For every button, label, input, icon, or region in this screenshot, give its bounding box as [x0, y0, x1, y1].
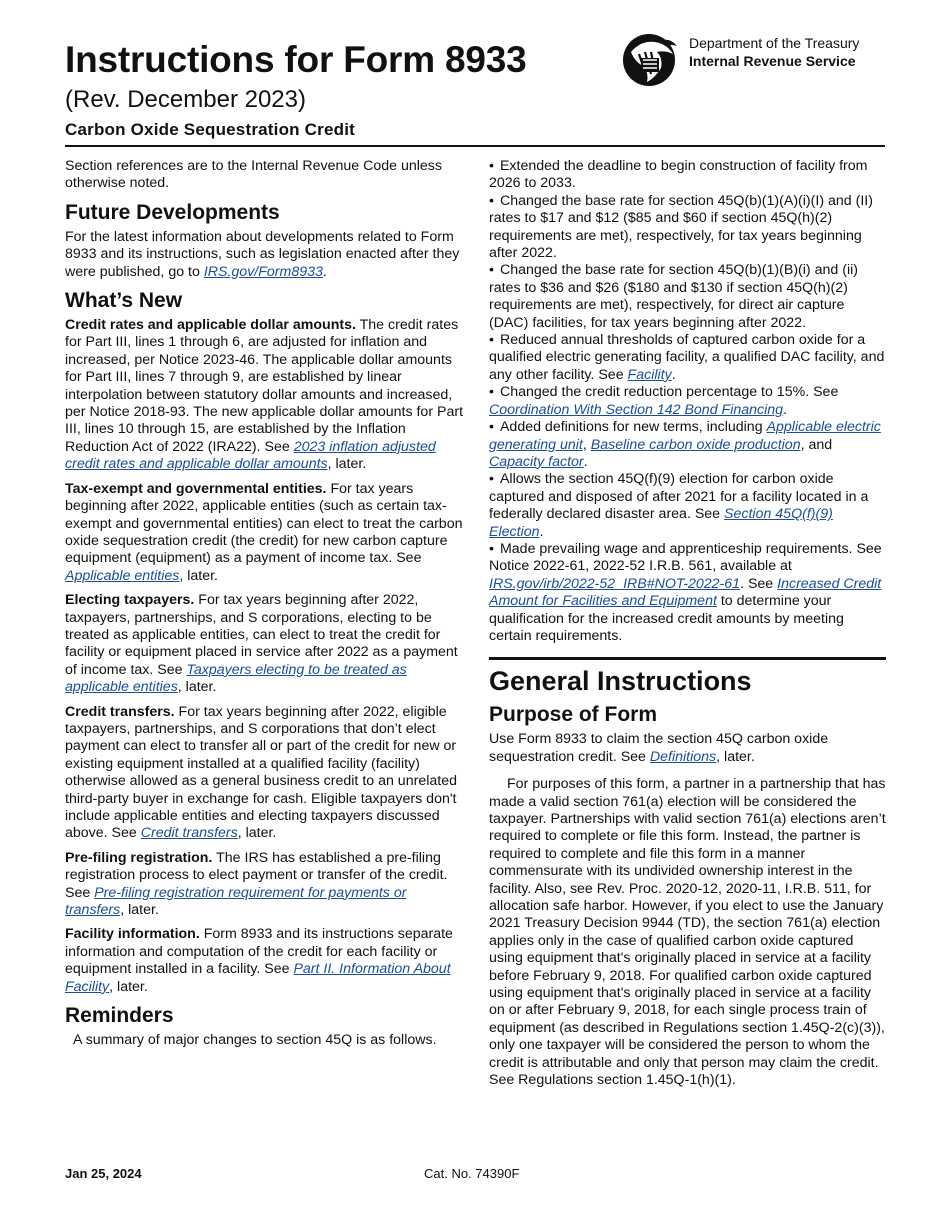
- electing-taxpayers-paragraph: Electing taxpayers. For tax years beginning after 2022, taxpayers, partnerships, and S corporations, electing to be treated as applicable entities, can elect to treat the credit for facility or equipment placed in service after 2022 as a payment of income tax. See Taxpayers electing to be treated as applicable entities, later.: [65, 592, 458, 696]
- revision-date: (Rev. December 2023): [65, 86, 306, 113]
- part-ii-link[interactable]: Part II. Information About Facility: [65, 961, 451, 995]
- reminders-heading: Reminders: [65, 1004, 174, 1028]
- electing-taxpayers-link[interactable]: Taxpayers electing to be treated as applicable entities: [65, 661, 407, 696]
- changes-list: [489, 158, 886, 645]
- purpose-heading: Purpose of Form: [489, 703, 658, 727]
- agency-name: [689, 34, 859, 70]
- increased-credit-link[interactable]: Increased Credit Amount for Facilities and Equipment: [489, 575, 882, 610]
- list-item: • Allows the section 45Q(f)(9) election for carbon oxide captured and disposed of after 2021 for a facility located in a federally declared disaster area. See Section 45Q(f)(9) Election.: [489, 471, 869, 540]
- applicable-egu-link[interactable]: Applicable electric generating unit: [489, 419, 881, 453]
- catalog-number: Cat. No. 74390F: [424, 1166, 520, 1181]
- future-developments-text: For the latest information about developments related to Form 8933 and its instructions, such as legislation enacted after they were published, go to IRS.gov/Form8933.: [65, 228, 460, 280]
- intro-text: Section references are to the Internal Revenue Code unless otherwise noted.: [65, 158, 442, 192]
- department-label: Department of the Treasury: [689, 35, 860, 51]
- right-column: [489, 158, 886, 1097]
- facility-link[interactable]: Facility: [627, 366, 672, 383]
- credit-rates-paragraph: Credit rates and applicable dollar amounts. The credit rates for Part III, lines 1 through 6, are adjusted for inflation and increased, per Notice 2023-46. The applicable dollar amounts for Part III, lines 7 through 9, are established by linear interpolation between statutory dollar amounts and increased, per Notice 2018-93. The new applicable dollar amounts for Part III, lines 10 through 15, are established by the Inflation Reduction Act of 2022 (IRA22). See 2023 inflation adjusted credit rates and applicable dollar amounts, later.: [65, 317, 464, 473]
- bullet-icon: •: [489, 332, 494, 349]
- bullet-icon: •: [489, 471, 494, 488]
- reminders-text: A summary of major changes to section 45Q is as follows.: [73, 1032, 437, 1049]
- tax-exempt-paragraph: Tax-exempt and governmental entities. For tax years beginning after 2022, applicable entities (such as certain tax-exempt and governmental entities) can elect to treat the carbon oxide sequestration credit (the credit) for new carbon capture equipment (equipment) as a payment of income tax. See Applicable entities, later.: [65, 480, 463, 584]
- facility-information-paragraph: Facility information. Form 8933 and its instructions separate information and computation of the credit for each facility or equipment installed in a facility. See Part II. Information About Facility, later.: [65, 926, 453, 995]
- credit-transfers-paragraph: Credit transfers. For tax years beginning after 2022, eligible taxpayers, partnerships, and S corporations that don’t elect payment can elect to transfer all or part of the credit for new or existing equipment installed at a qualified facility (facility) otherwise allowed as a general business credit to an unrelated third-party buyer in exchange for cash. Eligible taxpayers don't include applicable entities and electing taxpayers discussed above. See Credit transfers, later.: [65, 703, 457, 842]
- header-divider: [65, 145, 885, 147]
- irs-label: Internal Revenue Service: [689, 53, 856, 69]
- baseline-production-link[interactable]: Baseline carbon oxide production: [590, 436, 801, 453]
- irs-gov-form8933-link[interactable]: IRS.gov/Form8933: [203, 263, 323, 280]
- list-item: • Made prevailing wage and apprenticeship requirements. See Notice 2022-61, 2022-52 I.R.B. 561, available at IRS.gov/irb/2022-52_IRB#NOT-2022-61. See Increased Credit Amount for Facilities and Equipment to determine your qualification for the increased credit amounts by meeting certain requirements.: [489, 540, 882, 644]
- bullet-icon: •: [489, 540, 494, 557]
- document-header: [65, 35, 885, 146]
- general-instructions-divider: [489, 657, 886, 660]
- bullet-icon: •: [489, 384, 494, 401]
- prefiling-paragraph: Pre-filing registration. The IRS has established a pre-filing registration process to elect payment or transfer of the credit. See Pre-filing registration requirement for payments or transfers, later.: [65, 849, 448, 919]
- list-item: • Changed the credit reduction percentage to 15%. See Coordination With Section 142 Bond Financing.: [489, 384, 839, 418]
- prefiling-link[interactable]: Pre-filing registration requirement for payments or transfers: [65, 884, 407, 919]
- list-item: • Reduced annual thresholds of captured carbon oxide for a qualified electric generating facility, a qualified DAC facility, and any other facility. See Facility.: [489, 332, 885, 383]
- definitions-link[interactable]: Definitions: [649, 748, 717, 765]
- irs-eagle-logo-icon: [621, 32, 683, 88]
- applicable-entities-link[interactable]: Applicable entities: [65, 567, 180, 584]
- list-item: • Changed the base rate for section 45Q(b)(1)(B)(i) and (ii) rates to $36 and $26 ($180 and $130 if section 45Q(h)(2) requirements are met), respectively, for direct air capture (DAC) facilities, for tax years beginning after 2022.: [489, 262, 858, 331]
- purpose-text: Use Form 8933 to claim the section 45Q carbon oxide sequestration credit. See Definitions, later.: [489, 731, 829, 765]
- irb-notice-link[interactable]: IRS.gov/irb/2022-52_IRB#NOT-2022-61: [489, 575, 741, 592]
- bullet-icon: •: [489, 192, 494, 209]
- credit-transfers-link[interactable]: Credit transfers: [140, 825, 238, 842]
- form-subtitle: Carbon Oxide Sequestration Credit: [65, 120, 355, 139]
- inflation-rates-link[interactable]: 2023 inflation adjusted credit rates and applicable dollar amounts: [65, 438, 436, 473]
- future-developments-heading: Future Developments: [65, 200, 280, 224]
- capacity-factor-link[interactable]: Capacity factor: [489, 453, 584, 470]
- bullet-icon: •: [489, 262, 494, 279]
- bullet-icon: •: [489, 419, 494, 436]
- page-title: Instructions for Form 8933: [65, 39, 527, 80]
- bullet-icon: •: [489, 158, 494, 174]
- footer-date: Jan 25, 2024: [65, 1166, 142, 1181]
- general-instructions-heading: General Instructions: [489, 666, 752, 697]
- list-item: • Changed the base rate for section 45Q(b)(1)(A)(i)(I) and (II) rates to $17 and $12 ($85 and $60 if section 45Q(h)(2) requirements are met), respectively, for tax years beginning after 2022.: [489, 192, 873, 262]
- agency-block: [621, 32, 891, 92]
- left-column: [65, 158, 463, 1056]
- bond-financing-link[interactable]: Coordination With Section 142 Bond Financing: [489, 401, 784, 418]
- section-45q-f9-link[interactable]: Section 45Q(f)(9) Election: [489, 506, 833, 540]
- list-item: • Added definitions for new terms, including Applicable electric generating unit, Baseline carbon oxide production, and Capacity factor.: [489, 419, 881, 470]
- whats-new-heading: What’s New: [65, 289, 183, 313]
- list-item: • Extended the deadline to begin construction of facility from 2026 to 2033.: [489, 158, 868, 192]
- partner-text: For purposes of this form, a partner in a partnership that has made a valid section 761(a) election will be considered the taxpayer. Partnerships with valid section 761(a) elections aren’t required to complete or file this form. Instead, the partner is required to complete and file this form in a manner commensurate with its undivided ownership interest in the facility. Also, see Rev. Proc. 2020-12, 2020-11, I.R.B. 511, for allocation safe harbor. However, if you elect to use the January 2021 Treasury Decision 9944 (TD), the section 761(a) election applies only in the case of qualified carbon oxide captured using equipment that's originally placed in service at a facility before February 9, 2018. For qualified carbon oxide captured using equipment that's originally placed in service at a facility on or after February 9, 2018, for each single process train of equipment (as described in Regulations section 1.45Q-2(c)(3)), only one taxpayer will be considered the person to whom the credit is attributable and only that person may claim the credit. See Regulations section 1.45Q-1(h)(1).: [489, 776, 886, 1089]
